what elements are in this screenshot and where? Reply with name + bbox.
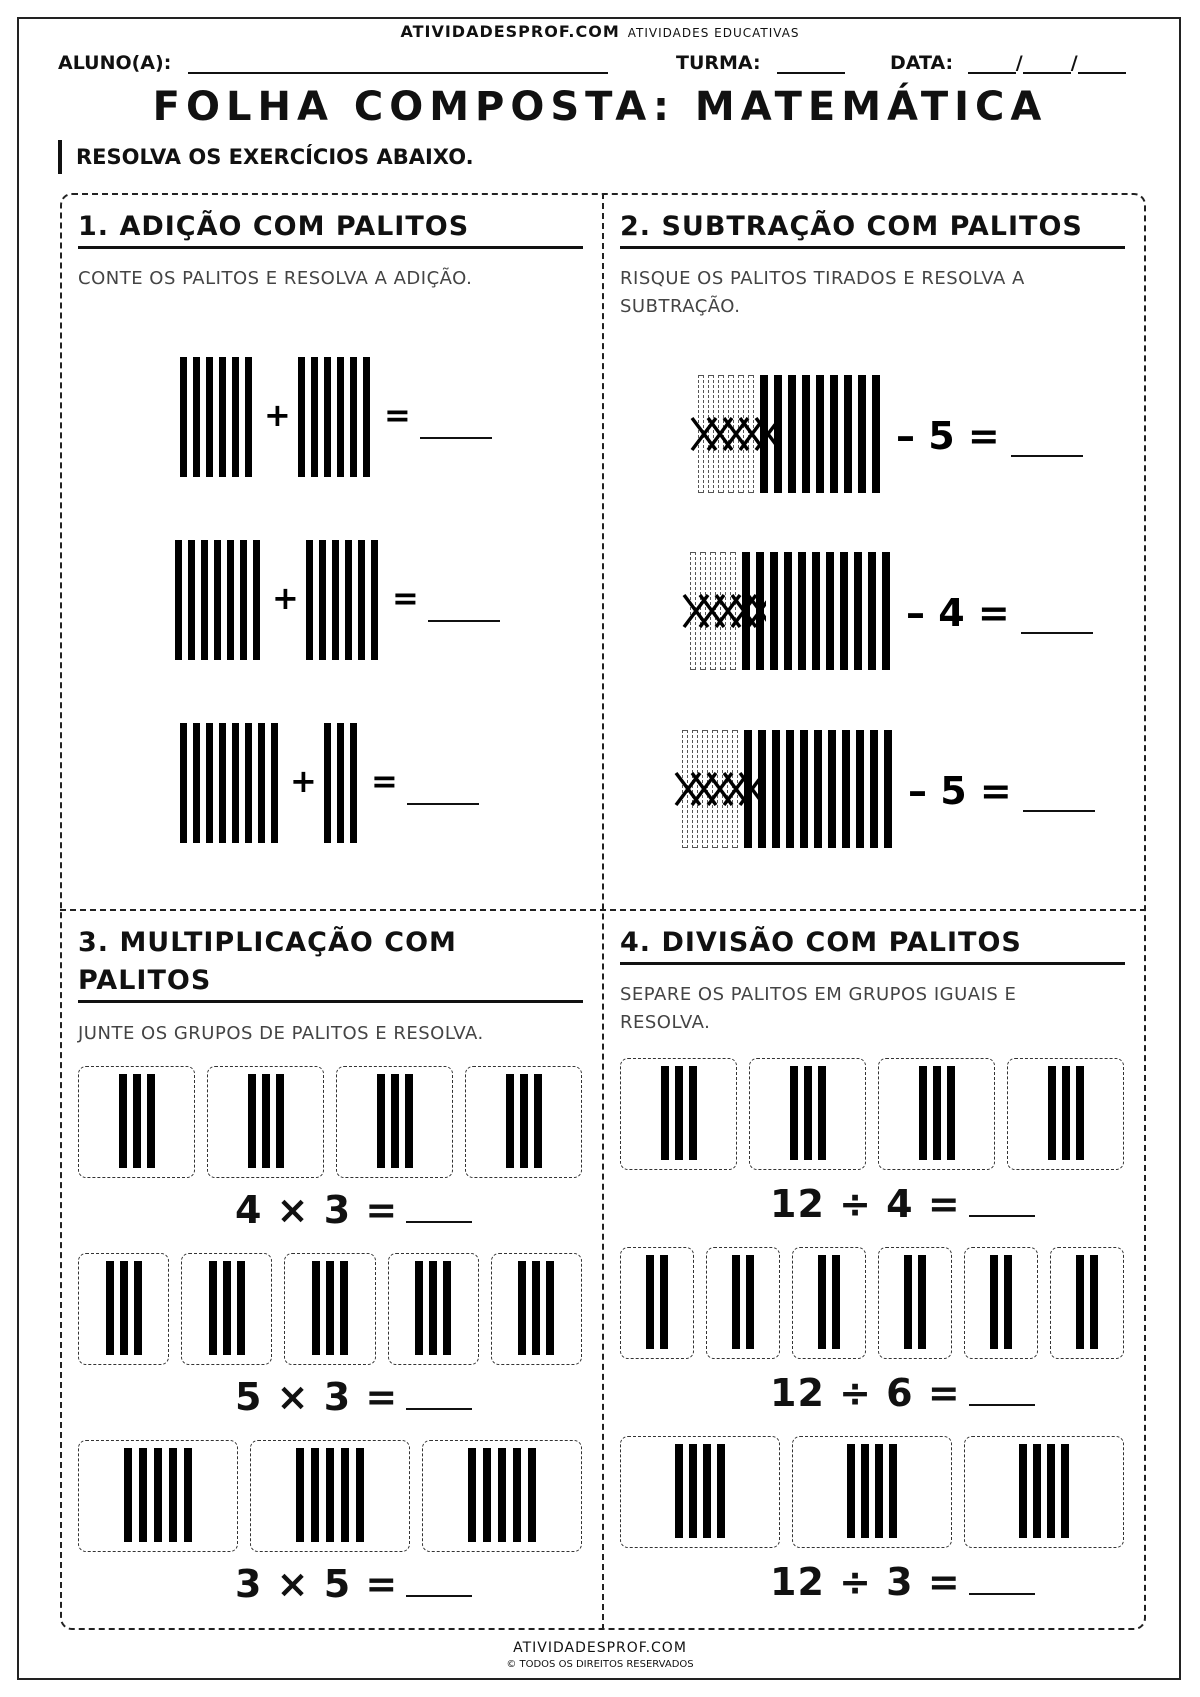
stick (227, 540, 234, 660)
stick (332, 540, 339, 660)
student-name-line[interactable] (188, 56, 608, 74)
stick (689, 1444, 697, 1538)
answer-line (1021, 632, 1093, 634)
stick (193, 723, 200, 843)
expression-text: 12 ÷ 4 = (770, 1182, 961, 1226)
stick (1047, 1444, 1055, 1538)
stick (1033, 1444, 1041, 1538)
stick (828, 730, 836, 848)
stick (947, 1066, 955, 1160)
site-name: ATIVIDADESPROF.COM (400, 22, 620, 41)
stick (1048, 1066, 1056, 1160)
stick (363, 357, 370, 477)
stick (675, 1066, 683, 1160)
stick (326, 1261, 334, 1355)
stick (180, 723, 187, 843)
stick-group-box (878, 1247, 952, 1359)
stick (119, 1074, 127, 1168)
stick (842, 730, 850, 848)
answer-line (1023, 810, 1095, 812)
footer-rights: © TODOS OS DIREITOS RESERVADOS (506, 1659, 694, 1670)
stick (784, 552, 792, 670)
stick (532, 1261, 540, 1355)
stick (660, 1255, 668, 1349)
stick (245, 357, 252, 477)
stick (345, 540, 352, 660)
stick (904, 1255, 912, 1349)
stick (990, 1255, 998, 1349)
multiplication-expression (235, 1562, 472, 1606)
stick (468, 1448, 476, 1542)
stick (513, 1448, 521, 1542)
stick (770, 552, 778, 670)
stick (253, 540, 260, 660)
stick (774, 375, 782, 493)
stick (875, 1444, 883, 1538)
stick (546, 1261, 554, 1355)
stick (884, 730, 892, 848)
stick (919, 1066, 927, 1160)
plus-sign: + (272, 579, 299, 617)
multiplication-expression (235, 1375, 472, 1419)
student-label: ALUNO(A): (58, 52, 172, 74)
answer-line[interactable] (969, 1567, 1035, 1595)
answer-line (1011, 455, 1083, 457)
stick (798, 552, 806, 670)
stick (209, 1261, 217, 1355)
equals-sign: = (384, 396, 411, 434)
stick (154, 1448, 162, 1542)
stick (786, 730, 794, 848)
class-field (676, 52, 845, 74)
stick (262, 1074, 270, 1168)
stick (237, 1261, 245, 1355)
plus-sign: + (264, 396, 291, 434)
stick (443, 1261, 451, 1355)
stick (832, 1255, 840, 1349)
stick (1090, 1255, 1098, 1349)
stick (882, 552, 890, 670)
expression-text: 4 × 3 = (235, 1188, 399, 1232)
date-separator: / (1015, 52, 1023, 74)
stick (223, 1261, 231, 1355)
stick (415, 1261, 423, 1355)
stick (232, 357, 239, 477)
stick (134, 1261, 142, 1355)
stick (358, 540, 365, 660)
stick (271, 723, 278, 843)
stick (800, 730, 808, 848)
expression-text: 12 ÷ 6 = (770, 1371, 961, 1415)
stick (324, 357, 331, 477)
answer-line (407, 803, 479, 805)
stick (872, 375, 880, 493)
stick-group-box (620, 1247, 694, 1359)
site-tagline: ATIVIDADES EDUCATIVAS (627, 26, 800, 40)
stick (169, 1448, 177, 1542)
stick (746, 1255, 754, 1349)
section-4-title: 4. DIVISÃO COM PALITOS (620, 924, 1125, 965)
section-3-subtitle: JUNTE OS GRUPOS DE PALITOS E RESOLVA. (78, 1023, 484, 1044)
horizontal-divider (60, 909, 1146, 911)
stick (518, 1261, 526, 1355)
stick (1076, 1255, 1084, 1349)
section-1-title: 1. ADIÇÃO COM PALITOS (78, 208, 583, 249)
division-expression (770, 1371, 1035, 1415)
answer-line[interactable] (969, 1378, 1035, 1406)
stick (219, 723, 226, 843)
stick (758, 730, 766, 848)
stick (319, 540, 326, 660)
stick (356, 1448, 364, 1542)
division-expression (770, 1560, 1035, 1604)
stick (147, 1074, 155, 1168)
stick (889, 1444, 897, 1538)
stick (120, 1261, 128, 1355)
plus-sign: + (290, 762, 317, 800)
subtraction-expression: – 5 = (908, 769, 1012, 813)
stick (193, 357, 200, 477)
answer-line[interactable] (406, 1569, 472, 1597)
expression-text: 5 × 3 = (235, 1375, 399, 1419)
stick (106, 1261, 114, 1355)
stick (296, 1448, 304, 1542)
stick (312, 1261, 320, 1355)
stick (498, 1448, 506, 1542)
stick (232, 723, 239, 843)
answer-line[interactable] (406, 1382, 472, 1410)
stick (391, 1074, 399, 1168)
stick (201, 540, 208, 660)
stick (812, 552, 820, 670)
stick (350, 723, 357, 843)
stick (717, 1444, 725, 1538)
stick (483, 1448, 491, 1542)
stick (258, 723, 265, 843)
stick (689, 1066, 697, 1160)
stick (240, 540, 247, 660)
stick (311, 357, 318, 477)
stick (248, 1074, 256, 1168)
vertical-divider (602, 193, 604, 1630)
footer-site: ATIVIDADESPROF.COM (513, 1640, 687, 1656)
cross-out-mark (684, 414, 774, 454)
stick (918, 1255, 926, 1349)
date-separator: / (1070, 52, 1078, 74)
class-label: TURMA: (676, 52, 761, 74)
stick (377, 1074, 385, 1168)
stick-group-box (706, 1247, 780, 1359)
division-expression (770, 1182, 1035, 1226)
answer-line[interactable] (406, 1195, 472, 1223)
stick (337, 723, 344, 843)
stick (350, 357, 357, 477)
answer-line[interactable] (969, 1189, 1035, 1217)
stick (1076, 1066, 1084, 1160)
stick (854, 552, 862, 670)
stick (847, 1444, 855, 1538)
stick-group-box (1050, 1247, 1124, 1359)
stick (405, 1074, 413, 1168)
stick (868, 552, 876, 670)
stick (772, 730, 780, 848)
stick (856, 730, 864, 848)
stick (1019, 1444, 1027, 1538)
stick (788, 375, 796, 493)
student-field (58, 52, 608, 74)
stick (802, 375, 810, 493)
stick-group-box (792, 1247, 866, 1359)
stick (506, 1074, 514, 1168)
stick (133, 1074, 141, 1168)
stick (804, 1066, 812, 1160)
stick (245, 723, 252, 843)
date-field (890, 52, 1126, 74)
stick (818, 1066, 826, 1160)
stick (139, 1448, 147, 1542)
stick (534, 1074, 542, 1168)
date-month-line[interactable] (1023, 56, 1071, 74)
cross-out-mark (668, 769, 758, 809)
date-day-line[interactable] (968, 56, 1016, 74)
page-title: FOLHA COMPOSTA: MATEMÁTICA (152, 84, 1048, 130)
subtraction-expression: – 4 = (906, 591, 1010, 635)
stick (371, 540, 378, 660)
stick (206, 723, 213, 843)
stick (818, 1255, 826, 1349)
stick (206, 357, 213, 477)
stick (661, 1066, 669, 1160)
expression-text: 3 × 5 = (235, 1562, 399, 1606)
stick (337, 357, 344, 477)
section-2-subtitle: RISQUE OS PALITOS TIRADOS E RESOLVA A SUBTRAÇÃO. (620, 268, 1025, 317)
site-header (0, 22, 1200, 41)
class-line[interactable] (777, 56, 845, 74)
stick (861, 1444, 869, 1538)
stick (528, 1448, 536, 1542)
stick (306, 540, 313, 660)
stick (844, 375, 852, 493)
stick (703, 1444, 711, 1538)
stick-group-box (964, 1436, 1124, 1548)
stick (298, 357, 305, 477)
stick (219, 357, 226, 477)
stick (214, 540, 221, 660)
stick (675, 1444, 683, 1538)
stick (324, 723, 331, 843)
stick-group-box (620, 1436, 780, 1548)
stick (790, 1066, 798, 1160)
stick (326, 1448, 334, 1542)
answer-line (428, 620, 500, 622)
cross-out-mark (676, 591, 766, 631)
stick (429, 1261, 437, 1355)
stick (933, 1066, 941, 1160)
stick (1061, 1444, 1069, 1538)
answer-line (420, 437, 492, 439)
stick (646, 1255, 654, 1349)
stick (732, 1255, 740, 1349)
instruction: RESOLVA OS EXERCÍCIOS ABAIXO. (58, 140, 474, 174)
stick (276, 1074, 284, 1168)
equals-sign: = (392, 579, 419, 617)
stick-group-box (792, 1436, 952, 1548)
stick (814, 730, 822, 848)
stick (1004, 1255, 1012, 1349)
section-2-title: 2. SUBTRAÇÃO COM PALITOS (620, 208, 1125, 249)
stick-group-box (964, 1247, 1038, 1359)
stick (341, 1448, 349, 1542)
stick (816, 375, 824, 493)
stick (826, 552, 834, 670)
section-3-title: 3. MULTIPLICAÇÃO COM PALITOS (78, 924, 583, 1003)
multiplication-expression (235, 1188, 472, 1232)
stick (858, 375, 866, 493)
stick (520, 1074, 528, 1168)
stick (188, 540, 195, 660)
stick (830, 375, 838, 493)
stick (124, 1448, 132, 1542)
expression-text: 12 ÷ 3 = (770, 1560, 961, 1604)
equals-sign: = (371, 762, 398, 800)
subtraction-expression: – 5 = (896, 414, 1000, 458)
stick (870, 730, 878, 848)
stick (1062, 1066, 1070, 1160)
stick (184, 1448, 192, 1542)
stick (180, 357, 187, 477)
date-year-line[interactable] (1078, 56, 1126, 74)
stick (311, 1448, 319, 1542)
stick (840, 552, 848, 670)
stick (175, 540, 182, 660)
date-label: DATA: (890, 52, 954, 74)
section-1-subtitle: CONTE OS PALITOS E RESOLVA A ADIÇÃO. (78, 268, 473, 289)
stick (340, 1261, 348, 1355)
section-4-subtitle: SEPARE OS PALITOS EM GRUPOS IGUAIS E RESOLVA. (620, 984, 1017, 1033)
